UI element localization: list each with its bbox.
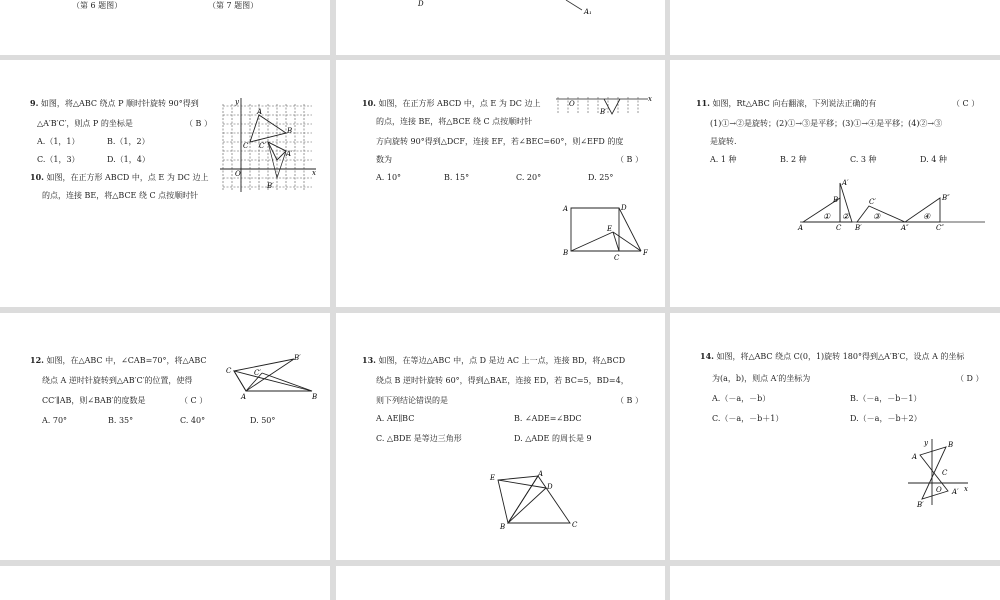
caption-fig7: （第 7 题图）: [208, 1, 259, 10]
q11-line1: 如图，Rt△ABC 向右翻滚，下列说法正确的有: [712, 99, 877, 108]
q10-strip-figure: [556, 96, 656, 116]
q14-label-y: y: [924, 439, 928, 447]
q10-option-c: C. 20°: [516, 173, 542, 182]
q11-label-Cpp: C″: [936, 224, 944, 232]
q11-label-1: ①: [823, 212, 831, 221]
q10-left-number: 10.: [30, 172, 44, 182]
q12-option-b: B. 35°: [108, 416, 134, 425]
q13-figure: [486, 468, 586, 533]
q12-label-B: B: [312, 393, 318, 401]
q11-label-2: ②: [842, 212, 850, 221]
panel-q12: [0, 313, 330, 560]
q14-text-line1: [700, 351, 964, 362]
q13-option-d: D. △ADE 的周长是 9: [514, 434, 592, 443]
q9-text-line1: [30, 98, 199, 109]
q9-label-C: C: [243, 142, 249, 150]
q10-line4: 数为: [376, 155, 392, 164]
q10-line3: 方向旋转 90°得到△DCF，连接 EF，若∠BEC=60°，则∠EFD 的度: [376, 137, 624, 146]
panel-q13: [336, 313, 665, 560]
panel-top-middle: [336, 0, 665, 55]
q9-option-c: C.（1，3）: [37, 155, 80, 164]
q9-line2: △A′B′C′，则点 P 的坐标是: [37, 119, 133, 128]
q14-label-Bp: B′: [917, 501, 924, 509]
q11-label-A: A: [798, 224, 804, 232]
caption-fig6: （第 6 题图）: [72, 1, 123, 10]
q11-label-C: C: [836, 224, 842, 232]
q12-text-line1: [30, 355, 207, 366]
fig-label-D: D: [418, 0, 424, 8]
panel-q14: [670, 313, 1000, 560]
q12-option-c: C. 40°: [180, 416, 206, 425]
q11-line2: (1)①→②是旋转；(2)①→③是平移；(3)①→④是平移；(4)②→③: [710, 119, 943, 128]
q9-answer: （ B ）: [185, 119, 212, 128]
q14-label-A: A: [912, 453, 918, 461]
q10-number: 10.: [362, 98, 376, 108]
q11-label-3: ③: [873, 212, 881, 221]
q10-option-a: A. 10°: [376, 173, 402, 182]
q12-option-a: A. 70°: [42, 416, 68, 425]
q9-label-B: B: [287, 127, 293, 135]
q10-label-F: F: [643, 249, 648, 257]
q10-line1: 如图，在正方形 ABCD 中，点 E 为 DC 边上: [378, 99, 541, 108]
q11-label-App: A″: [901, 224, 909, 232]
q12-number: 12.: [30, 355, 44, 365]
q10-option-b: B. 15°: [444, 173, 470, 182]
q12-option-d: D. 50°: [250, 416, 276, 425]
q10-strip-label-O: O: [569, 100, 575, 108]
q14-label-Ap: A′: [952, 488, 959, 496]
q14-option-d: D.（－a，－b＋2）: [850, 414, 922, 423]
panel-top-right: [670, 0, 1000, 55]
q9-number: 9.: [30, 98, 39, 108]
q14-label-B: B: [948, 441, 954, 449]
q11-label-Bpp: B″: [942, 194, 950, 202]
q11-number: 11.: [696, 98, 710, 108]
q10-strip-label-x: x: [648, 96, 652, 103]
q11-rolling-figure: [795, 178, 990, 236]
q13-line1: 如图，在等边△ABC 中，点 D 是边 AC 上一点，连接 BD，将△BCD: [378, 356, 626, 365]
q9-option-a: A.（1，1）: [37, 137, 80, 146]
q13-option-b: B. ∠ADE=∠BDC: [514, 414, 582, 423]
q11-label-B: B: [833, 196, 839, 204]
q10-label-D: D: [621, 204, 627, 212]
q12-line3: CC′∥AB，则∠BAB′的度数是: [42, 396, 146, 405]
panel-bottom-middle: [336, 566, 665, 600]
q12-label-Bp: B′: [294, 354, 301, 362]
q9-option-b: B.（1，2）: [107, 137, 150, 146]
q11-option-a: A. 1 种: [710, 155, 737, 164]
q10-square-figure: [561, 200, 656, 265]
q10-option-d: D. 25°: [588, 173, 614, 182]
q10-label-C: C: [614, 254, 620, 262]
q13-line2: 绕点 B 逆时针旋转 60°，得到△BAE，连接 ED，若 BC=5，BD=4，: [376, 376, 629, 385]
q14-number: 14.: [700, 351, 714, 361]
q10-label-A: A: [563, 205, 569, 213]
q13-option-c: C. △BDE 是等边三角形: [376, 434, 462, 443]
q12-answer: （ C ）: [180, 396, 208, 405]
q11-label-Bp: B′: [855, 224, 862, 232]
q9-label-y: y: [235, 98, 239, 106]
q12-label-A: A: [241, 393, 247, 401]
panel-top-left: [0, 0, 330, 55]
q9-label-A: A: [257, 108, 263, 116]
q13-text-line1: [362, 355, 625, 366]
q11-label-Cp: C′: [869, 198, 876, 206]
q13-label-A: A: [538, 470, 544, 478]
q14-option-c: C.（－a，－b＋1）: [712, 414, 784, 423]
q10-left-line1: 如图，在正方形 ABCD 中，点 E 为 DC 边上: [46, 173, 209, 182]
q10-text-line1: [362, 98, 540, 109]
q11-answer: （ C ）: [952, 99, 980, 108]
fig-label-A1: A₁: [584, 8, 592, 16]
q9-option-d: D.（1，4）: [107, 155, 150, 164]
q14-answer: （ D ）: [956, 374, 984, 383]
q14-label-C: C: [942, 469, 948, 477]
q10-label-B: B: [563, 249, 569, 257]
panel-bottom-right: [670, 566, 1000, 600]
q11-option-c: C. 3 种: [850, 155, 877, 164]
q14-label-x: x: [964, 485, 968, 493]
q13-label-B: B: [500, 523, 506, 531]
q12-label-C: C: [226, 367, 232, 375]
q10-label-E: E: [607, 225, 613, 233]
q11-label-4: ④: [923, 212, 931, 221]
q14-line1: 如图，将△ABC 绕点 C(0，1)旋转 180°得到△A′B′C，设点 A 的坐标: [716, 352, 965, 361]
q10-answer: （ B ）: [616, 155, 643, 164]
q11-option-b: B. 2 种: [780, 155, 807, 164]
q13-label-E: E: [490, 474, 496, 482]
q9-grid-figure: [220, 98, 320, 193]
q10-strip-label-Bp: B′: [600, 108, 607, 116]
q11-label-Ap: A′: [842, 179, 849, 187]
q10-line2: 的点，连接 BE，将△BCE 绕 C 点按顺时针: [376, 117, 533, 126]
q11-line3: 是旋转.: [710, 137, 737, 146]
q9-line1: 如图，将△ABC 绕点 P 顺时针旋转 90°得到: [40, 99, 199, 108]
q9-label-O: O: [235, 170, 241, 178]
q13-line3: 则下列结论错误的是: [376, 396, 448, 405]
q9-label-Bp: B′: [267, 182, 274, 190]
q14-figure: [902, 437, 972, 509]
panel-q9: [0, 60, 330, 307]
q13-label-C: C: [572, 521, 578, 529]
q13-answer: （ B ）: [616, 396, 643, 405]
q10-left-text-line1: [30, 172, 208, 183]
panel-q11: [670, 60, 1000, 307]
panel-q10: [336, 60, 665, 307]
q13-option-a: A. AE∥BC: [376, 414, 415, 423]
q9-label-x: x: [312, 169, 316, 177]
q13-label-D: D: [547, 483, 553, 491]
q11-option-d: D. 4 种: [920, 155, 947, 164]
q14-line2: 为(a，b)，则点 A′的坐标为: [712, 374, 811, 383]
q12-line2: 绕点 A 逆时针旋转到△AB′C′的位置，使得: [42, 376, 193, 385]
q11-text-line1: [696, 98, 876, 109]
q9-label-Ap: A′: [286, 150, 293, 158]
q12-label-Cp: C′: [254, 369, 261, 377]
q14-option-b: B.（－a，－b－1）: [850, 394, 922, 403]
q10-left-line2: 的点，连接 BE，将△BCE 绕 C 点按顺时针: [42, 191, 199, 200]
q14-label-O: O: [936, 486, 942, 494]
panel-bottom-left: [0, 566, 330, 600]
top-figure-fragment: [406, 0, 606, 20]
q12-line1: 如图，在△ABC 中，∠CAB=70°，将△ABC: [46, 356, 207, 365]
q13-number: 13.: [362, 355, 376, 365]
q14-option-a: A.（－a，－b）: [712, 394, 771, 403]
q12-figure: [222, 351, 322, 403]
q9-label-Cp: C′: [259, 142, 266, 150]
